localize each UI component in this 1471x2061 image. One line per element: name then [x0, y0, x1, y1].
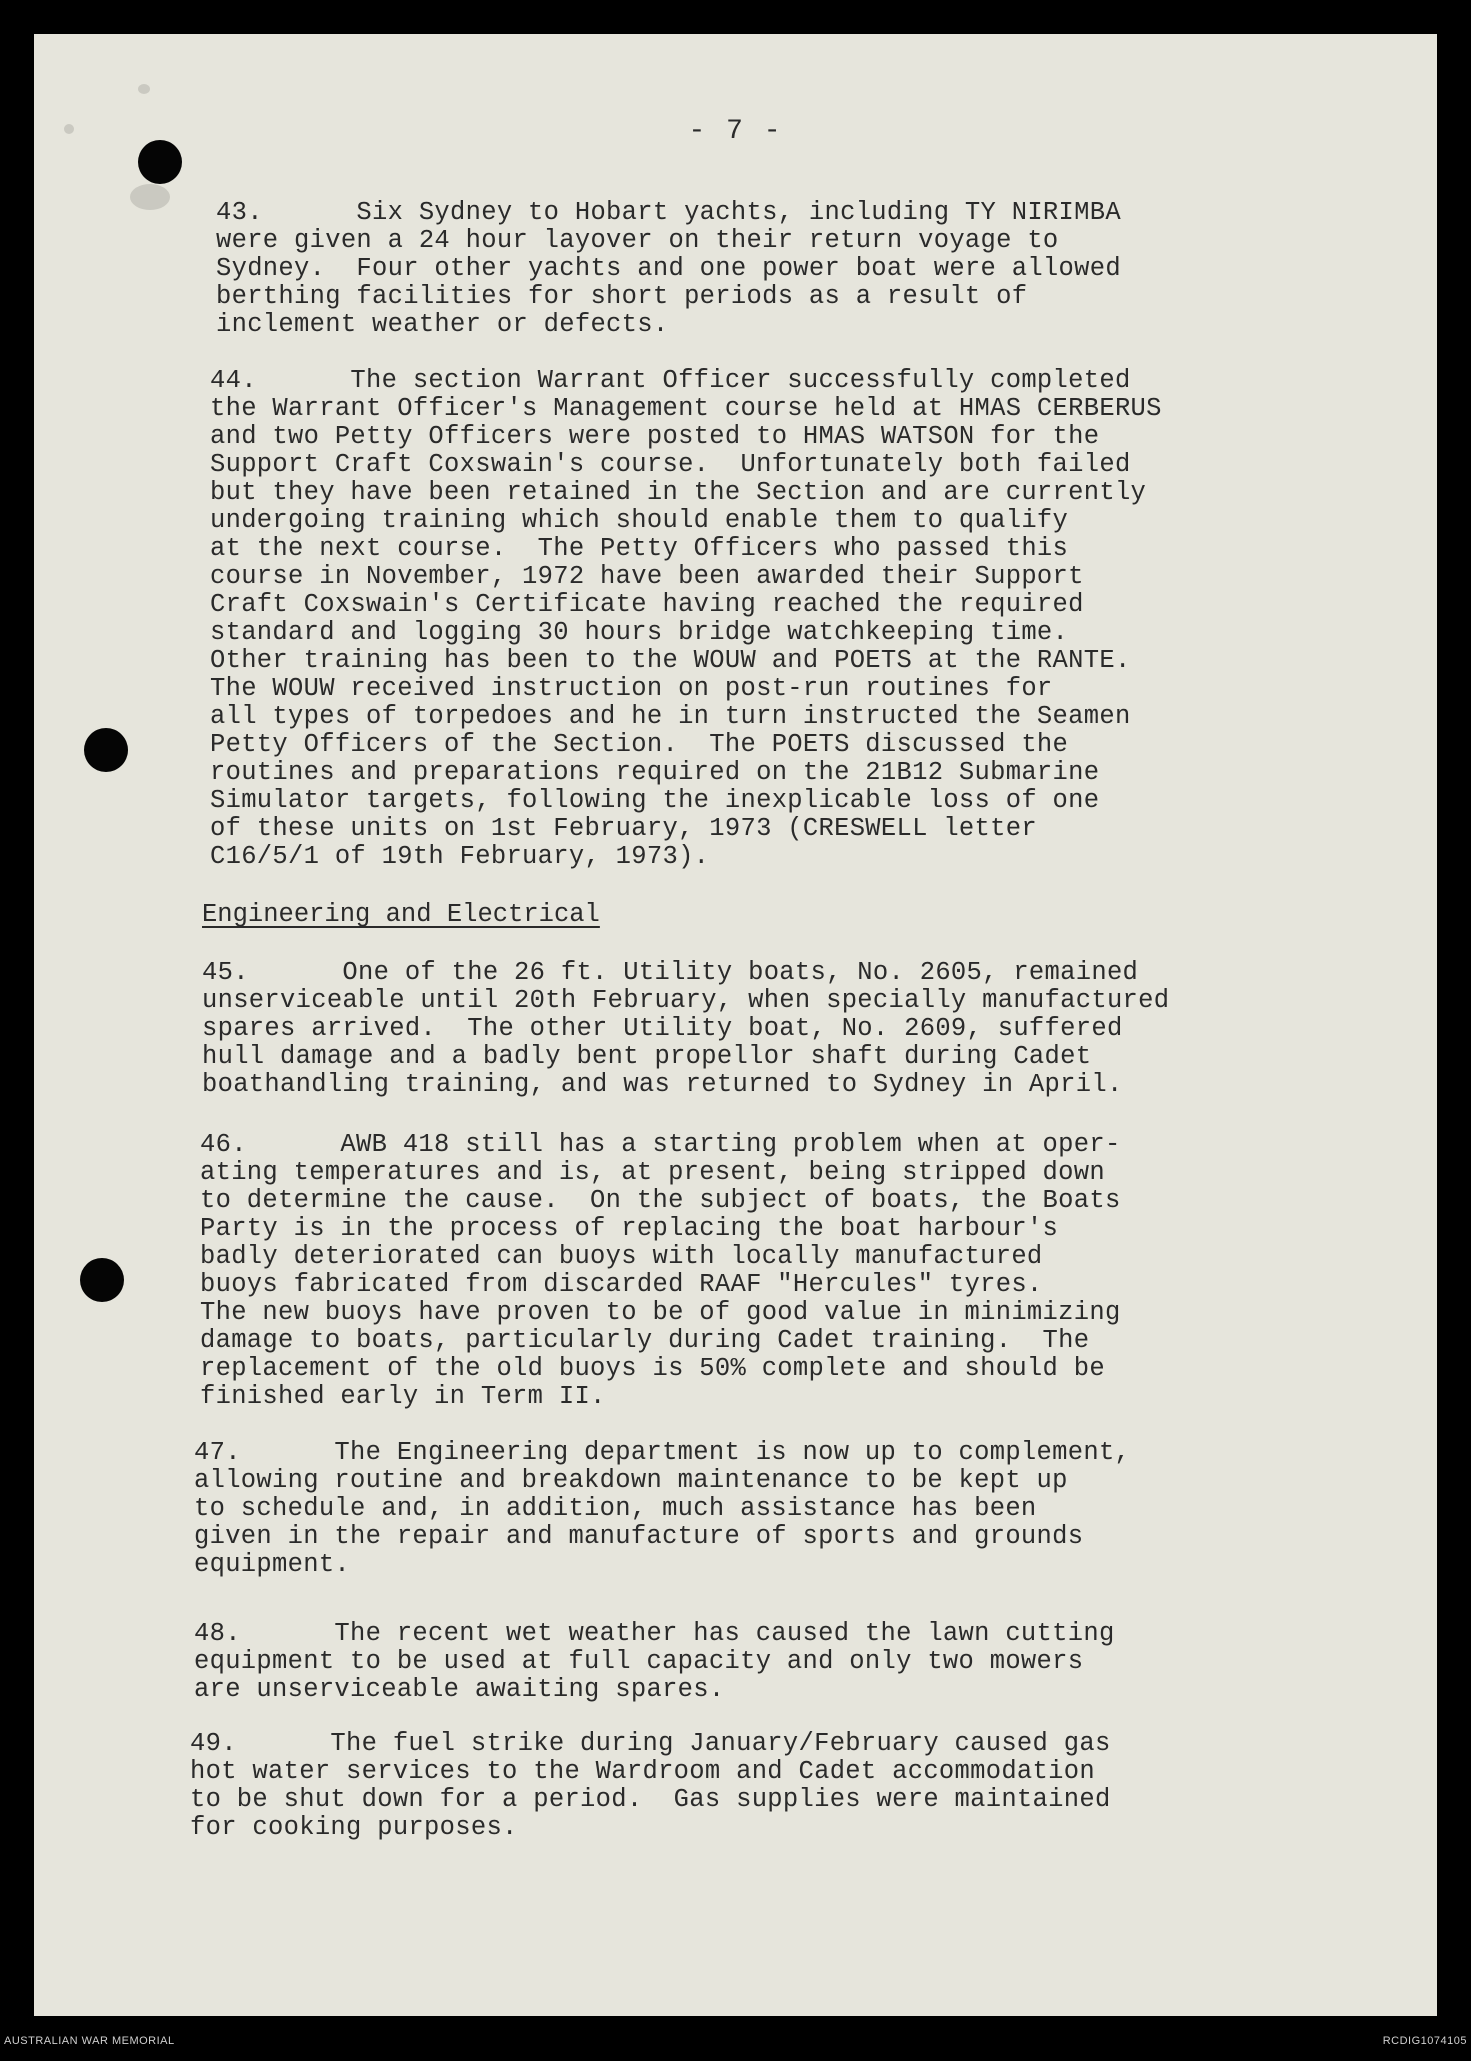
paragraph-46: 46. AWB 418 still has a starting problem when at oper- ating temperatures and is, at present, being stripped down to determine the cause. On the subject of boats, the Boats Party is in the process of replacing the boat harbour's badly deteriorated can buoys with locally manufactured buoys fabricated from discarded RAAF "Hercules" tyres. The new buoys have proven to be of good value in minimizing damage to boats, particularly during Cadet training. The replacement of the old buoys is 50% complete and should be finished early in Term II. — [200, 1130, 1121, 1411]
footer-source: AUSTRALIAN WAR MEMORIAL — [4, 2035, 175, 2047]
paper-smudge — [138, 84, 150, 94]
footer-identifier: RCDIG1074105 — [1382, 2035, 1467, 2047]
punch-hole-bottom — [80, 1258, 124, 1302]
paragraph-48: 48. The recent wet weather has caused the lawn cutting equipment to be used at full capacity and only two mowers are unserviceable awaiting spares. — [194, 1619, 1115, 1704]
paper-smudge — [130, 184, 170, 210]
paragraph-47: 47. The Engineering department is now up to complement, allowing routine and breakdown maintenance to be kept up to schedule and, in addition, much assistance has been given in the repair and manufacture of sports and grounds equipment. — [194, 1438, 1131, 1579]
paragraph-49: 49. The fuel strike during January/February caused gas hot water services to the Wardroom and Cadet accommodation to be shut down for a period. Gas supplies were maintained for cooking purposes. — [190, 1729, 1111, 1842]
punch-hole-middle — [84, 728, 128, 772]
paragraph-43: 43. Six Sydney to Hobart yachts, including TY NIRIMBA were given a 24 hour layover on their return voyage to Sydney. Four other yachts and one power boat were allowed berthing facilities for short periods as a result of inclement weather or defects. — [216, 198, 1121, 339]
paragraph-44: 44. The section Warrant Officer successfully completed the Warrant Officer's Management course held at HMAS CERBERUS and two Petty Officers were posted to HMAS WATSON for the Support Craft Coxswain's course. Unfortunately both failed but they have been retained in the Section and are currently undergoing training which should enable them to qualify at the next course. The Petty Officers who passed this course in November, 1972 have been awarded their Support Craft Coxswain's Certificate having reached the required standard and logging 30 hours bridge watchkeeping time. Other training has been to the WOUW and POETS at the RANTE. The WOUW received instruction on post-run routines for all types of torpedoes and he in turn instructed the Seamen Petty Officers of the Section. The POETS discussed the routines and preparations required on the 21B12 Submarine Simulator targets, following the inexplicable loss of one of these units on 1st February, 1973 (CRESWELL letter C16/5/1 of 19th February, 1973). — [210, 366, 1162, 871]
section-heading-engineering: Engineering and Electrical — [202, 900, 600, 929]
document-page — [34, 34, 1437, 2016]
paragraph-45: 45. One of the 26 ft. Utility boats, No. 2605, remained unserviceable until 20th February, when specially manufactured spares arrived. The other Utility boat, No. 2609, suffered hull damage and a badly bent propellor shaft during Cadet boathandling training, and was returned to Sydney in April. — [202, 958, 1170, 1099]
page-number: - 7 - — [688, 116, 783, 147]
